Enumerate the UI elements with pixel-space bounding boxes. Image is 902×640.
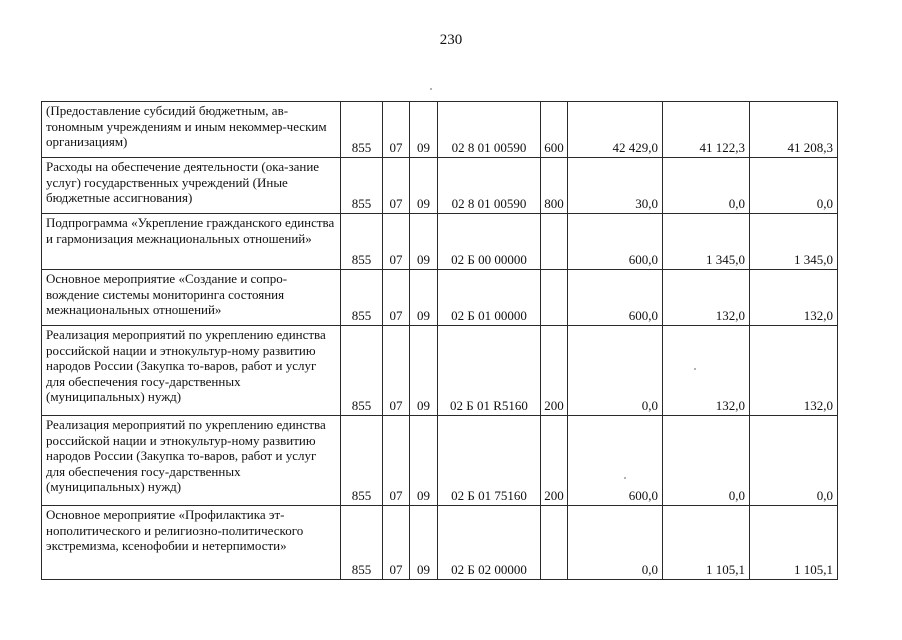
ministry-code-cell: 855: [341, 214, 383, 270]
ministry-code-cell: 855: [341, 416, 383, 506]
section-code-cell: 07: [383, 326, 410, 416]
row-name-cell: (Предоставление субсидий бюджетным, ав-тономным учреждениям и иным некоммер-ческим организациям): [42, 102, 341, 158]
target-article-cell: 02 Б 02 00000: [438, 506, 541, 580]
scan-speck: [430, 88, 432, 90]
table-row: [42, 270, 838, 326]
subsection-code-cell: 09: [410, 102, 438, 158]
amount-year2-cell: 1 105,1: [663, 506, 750, 580]
expense-type-cell: [541, 270, 568, 326]
amount-year2-cell: 0,0: [663, 158, 750, 214]
row-name-cell: Реализация мероприятий по укреплению единства российской нации и этнокультур-ному развитию народов России (Закупка то-варов, работ и услуг для обеспечения госу-дарственных (муниципальных) нужд): [42, 326, 341, 416]
subsection-code-cell: 09: [410, 326, 438, 416]
amount-year2-cell: 1 345,0: [663, 214, 750, 270]
amount-year1-cell: 30,0: [568, 158, 663, 214]
subsection-code-cell: 09: [410, 416, 438, 506]
row-name-cell: Расходы на обеспечение деятельности (ока-зание услуг) государственных учреждений (Иные бюджетные ассигнования): [42, 158, 341, 214]
target-article-cell: 02 Б 01 00000: [438, 270, 541, 326]
table-row: [42, 326, 838, 416]
amount-year2-cell: 132,0: [663, 270, 750, 326]
expense-type-cell: 800: [541, 158, 568, 214]
expense-type-cell: 600: [541, 102, 568, 158]
table-row: [42, 416, 838, 506]
table-row: [42, 506, 838, 580]
table-row: [42, 214, 838, 270]
target-article-cell: 02 Б 01 R5160: [438, 326, 541, 416]
row-name-cell: Основное мероприятие «Профилактика эт-нополитического и религиозно-политического экстремизма, ксенофобии и нетерпимости»: [42, 506, 341, 580]
expense-type-cell: 200: [541, 416, 568, 506]
ministry-code-cell: 855: [341, 270, 383, 326]
section-code-cell: 07: [383, 214, 410, 270]
budget-table-container: [41, 101, 838, 580]
section-code-cell: 07: [383, 270, 410, 326]
target-article-cell: 02 Б 00 00000: [438, 214, 541, 270]
amount-year2-cell: 41 122,3: [663, 102, 750, 158]
section-code-cell: 07: [383, 416, 410, 506]
amount-year3-cell: 1 105,1: [750, 506, 838, 580]
row-name-cell: Подпрограмма «Укрепление гражданского единства и гармонизация межнациональных отношений»: [42, 214, 341, 270]
amount-year1-cell: 0,0: [568, 326, 663, 416]
target-article-cell: 02 Б 01 75160: [438, 416, 541, 506]
amount-year1-cell: 0,0: [568, 506, 663, 580]
amount-year3-cell: 41 208,3: [750, 102, 838, 158]
section-code-cell: 07: [383, 158, 410, 214]
amount-year3-cell: 1 345,0: [750, 214, 838, 270]
target-article-cell: 02 8 01 00590: [438, 102, 541, 158]
ministry-code-cell: 855: [341, 506, 383, 580]
amount-year3-cell: 132,0: [750, 326, 838, 416]
ministry-code-cell: 855: [341, 102, 383, 158]
budget-table: [41, 101, 838, 580]
expense-type-cell: 200: [541, 326, 568, 416]
row-name-cell: Основное мероприятие «Создание и сопро-вождение системы мониторинга состояния межнациональных отношений»: [42, 270, 341, 326]
table-row: [42, 158, 838, 214]
ministry-code-cell: 855: [341, 158, 383, 214]
ministry-code-cell: 855: [341, 326, 383, 416]
subsection-code-cell: 09: [410, 270, 438, 326]
table-row: [42, 102, 838, 158]
subsection-code-cell: 09: [410, 158, 438, 214]
scan-speck: [624, 477, 626, 479]
scan-speck: [694, 368, 696, 370]
section-code-cell: 07: [383, 102, 410, 158]
target-article-cell: 02 8 01 00590: [438, 158, 541, 214]
amount-year2-cell: 0,0: [663, 416, 750, 506]
amount-year1-cell: 42 429,0: [568, 102, 663, 158]
amount-year1-cell: 600,0: [568, 214, 663, 270]
subsection-code-cell: 09: [410, 506, 438, 580]
page-number: 230: [439, 32, 463, 48]
amount-year1-cell: 600,0: [568, 416, 663, 506]
amount-year2-cell: 132,0: [663, 326, 750, 416]
budget-table-body: [42, 102, 838, 580]
amount-year3-cell: 0,0: [750, 158, 838, 214]
section-code-cell: 07: [383, 506, 410, 580]
expense-type-cell: [541, 506, 568, 580]
subsection-code-cell: 09: [410, 214, 438, 270]
expense-type-cell: [541, 214, 568, 270]
amount-year3-cell: 0,0: [750, 416, 838, 506]
row-name-cell: Реализация мероприятий по укреплению единства российской нации и этнокультур-ному развитию народов России (Закупка то-варов, работ и услуг для обеспечения госу-дарственных (муниципальных) нужд): [42, 416, 341, 506]
amount-year1-cell: 600,0: [568, 270, 663, 326]
amount-year3-cell: 132,0: [750, 270, 838, 326]
